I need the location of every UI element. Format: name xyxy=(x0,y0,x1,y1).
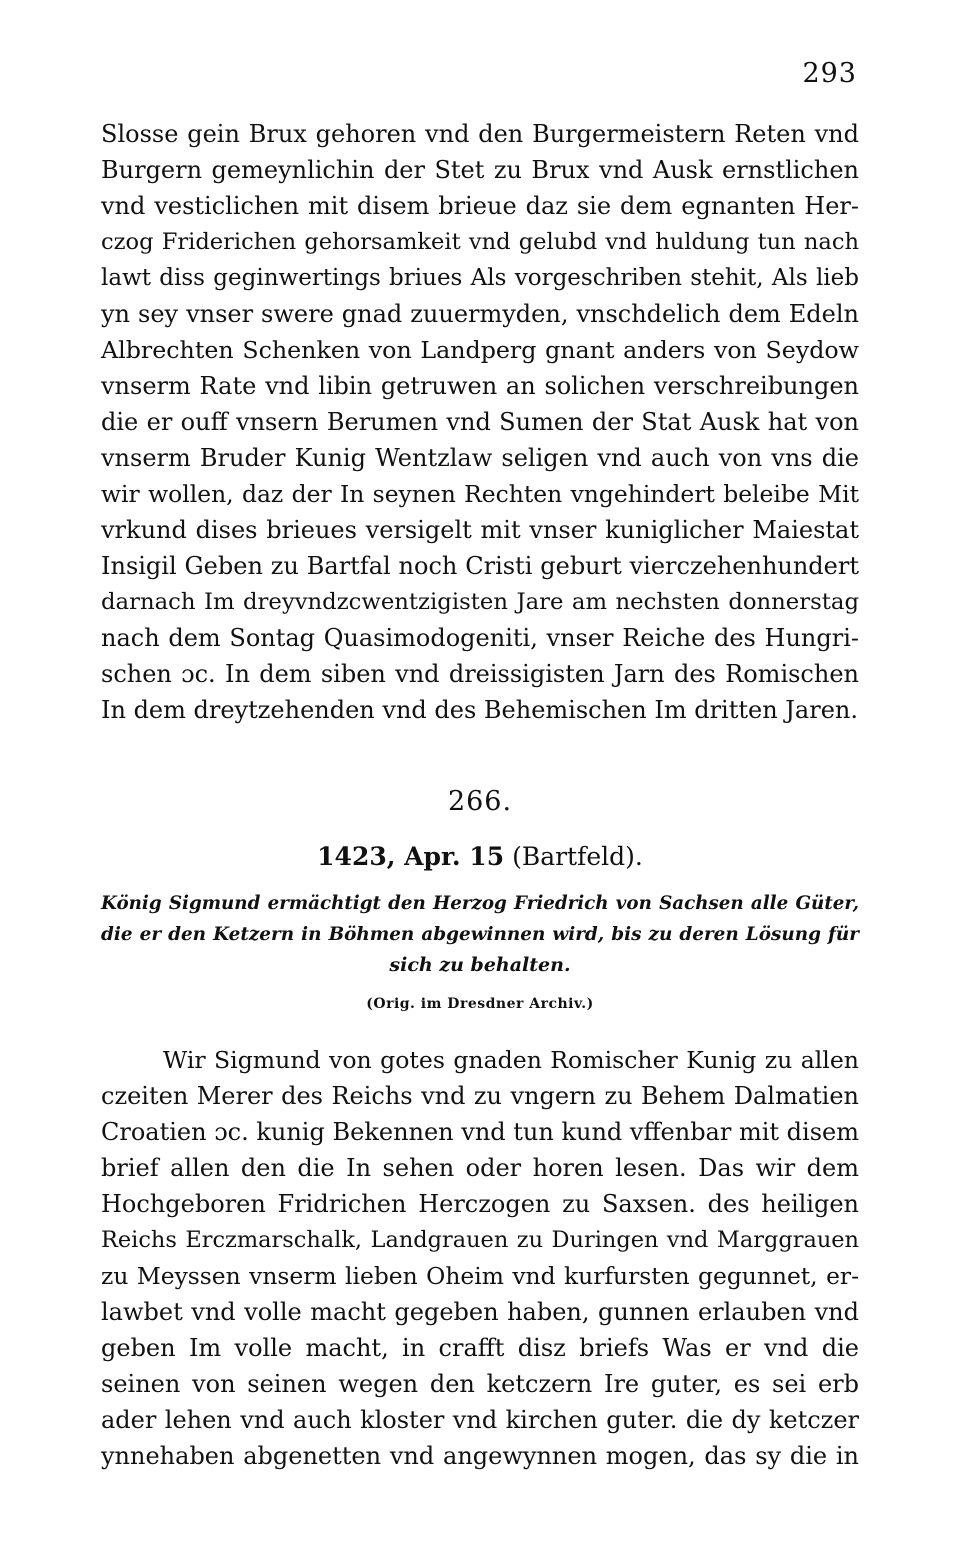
text-line: brief allen den die In sehen oder horen lesen. Das wir dem xyxy=(101,1154,859,1182)
document-place: (Bartfeld). xyxy=(512,842,643,871)
text-line: lawbet vnd volle macht gegeben haben, gunnen erlauben vnd xyxy=(101,1298,859,1326)
regest-summary xyxy=(101,888,859,981)
text-line: Insigil Geben zu Bartfal noch Cristi geburt vierczehenhundert xyxy=(101,552,859,580)
text-line: schen ɔc. In dem siben vnd dreissigisten Jarn des Romischen xyxy=(101,660,859,688)
text-line: In dem dreytzehenden vnd des Behemischen Im dritten Jaren. xyxy=(101,696,858,724)
text-line: lawt diss geginwertings briues Als vorgeschriben stehit, Als lieb xyxy=(101,265,859,291)
text-line: Burgern gemeynlichin der Stet zu Brux vnd Ausk ernstlichen xyxy=(101,156,859,184)
text-line: vnserm Rate vnd libin getruwen an solichen verschreibungen xyxy=(101,372,859,400)
text-line: geben Im volle macht, in crafft disz briefs Was er vnd die xyxy=(101,1334,859,1362)
source-note: (Orig. im Dresdner Archiv.) xyxy=(366,996,594,1012)
text-line: Croatien ɔc. kunig Bekennen vnd tun kund vffenbar mit disem xyxy=(101,1118,859,1146)
text-line: darnach Im dreyvndzcwentzigisten Jare am nechsten donnerstag xyxy=(101,589,859,615)
regest-line: die er den Ketzern in Böhmen abgewinnen wird, bis zu deren Lösung für xyxy=(101,924,859,945)
text-line: Slosse gein Brux gehoren vnd den Burgermeistern Reten vnd xyxy=(101,120,859,148)
text-line: czeiten Merer des Reichs vnd zu vngern zu Behem Dalmatien xyxy=(101,1082,859,1110)
text-line: yn sey vnser swere gnad zuuermyden, vnschdelich dem Edeln xyxy=(101,300,859,328)
text-line: Hochgeboren Fridrichen Herczogen zu Saxsen. des heiligen xyxy=(101,1190,859,1218)
text-line: wir wollen, daz der In seynen Rechten vngehindert beleibe Mit xyxy=(101,480,859,508)
text-line: zu Meyssen vnserm lieben Oheim vnd kurfursten gegunnet, er- xyxy=(101,1262,859,1290)
regest-line: sich zu behalten. xyxy=(389,954,571,976)
document-date: 1423, Apr. 15 xyxy=(317,842,505,871)
text-line: ader lehen vnd auch kloster vnd kirchen guter. die dy ketczer xyxy=(101,1406,859,1434)
regest-line: König Sigmund ermächtigt den Herzog Friedrich von Sachsen alle Güter, xyxy=(101,893,859,914)
text-line: seinen von seinen wegen den ketczern Ire guter, es sei erb xyxy=(101,1370,859,1398)
text-line: vnd vesticlichen mit disem brieue daz sie dem egnanten Her- xyxy=(101,192,859,220)
page-number: 293 xyxy=(802,58,857,89)
continued-text-block xyxy=(101,116,859,728)
document-number: 266. xyxy=(447,786,513,817)
text-line: vnserm Bruder Kunig Wentzlaw seligen vnd auch von vns die xyxy=(101,444,859,472)
text-line: die er ouff vnsern Berumen vnd Sumen der Stat Ausk hat von xyxy=(101,408,859,436)
text-line: Wir Sigmund von gotes gnaden Romischer Kunig zu allen xyxy=(163,1046,859,1074)
document-date-heading xyxy=(0,842,960,871)
text-line: Reichs Erczmarschalk, Landgrauen zu Duringen vnd Marggrauen xyxy=(101,1227,859,1253)
text-line: ynnehaben abgenetten vnd angewynnen mogen, das sy die in xyxy=(101,1442,859,1470)
text-line: nach dem Sontag Quasimodogeniti, vnser Reiche des Hungri- xyxy=(101,624,859,652)
text-line: vrkund dises brieues versigelt mit vnser kuniglicher Maiestat xyxy=(101,516,859,544)
text-line: Albrechten Schenken von Landperg gnant anders von Seydow xyxy=(101,336,859,364)
document-text-block xyxy=(101,1042,859,1474)
text-line: czog Friderichen gehorsamkeit vnd gelubd vnd huldung tun nach xyxy=(101,229,859,255)
